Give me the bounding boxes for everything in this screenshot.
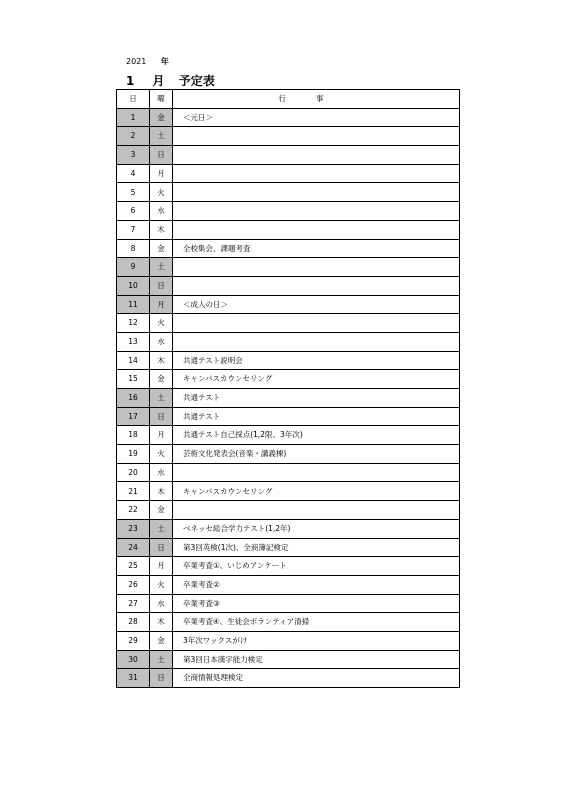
event-cell bbox=[173, 332, 460, 351]
event-cell: キャンパスカウンセリング bbox=[173, 370, 460, 389]
table-row bbox=[117, 258, 460, 277]
event-cell bbox=[173, 202, 460, 221]
table-row bbox=[117, 445, 460, 464]
table-row bbox=[117, 426, 460, 445]
event-cell: 卒業考査② bbox=[173, 575, 460, 594]
weekday-cell: 水 bbox=[150, 202, 173, 221]
event-cell bbox=[173, 463, 460, 482]
page-title bbox=[126, 72, 215, 89]
day-cell: 24 bbox=[117, 538, 150, 557]
table-row bbox=[117, 295, 460, 314]
table-row bbox=[117, 239, 460, 258]
weekday-cell: 土 bbox=[150, 389, 173, 408]
event-cell: 卒業考査③ bbox=[173, 594, 460, 613]
day-cell: 25 bbox=[117, 557, 150, 576]
day-cell: 9 bbox=[117, 258, 150, 277]
event-cell: キャンパスカウンセリング bbox=[173, 482, 460, 501]
day-cell: 10 bbox=[117, 276, 150, 295]
table-row bbox=[117, 482, 460, 501]
table-row bbox=[117, 669, 460, 688]
event-cell bbox=[173, 258, 460, 277]
events-header: 行事 bbox=[173, 90, 460, 109]
header-row bbox=[117, 90, 460, 109]
event-cell: 共通テスト自己採点(1,2限、3年次) bbox=[173, 426, 460, 445]
weekday-cell: 金 bbox=[150, 631, 173, 650]
year-label: 年 bbox=[160, 57, 169, 66]
event-cell: 卒業考査①、いじめアンケート bbox=[173, 557, 460, 576]
day-cell: 13 bbox=[117, 332, 150, 351]
day-cell: 4 bbox=[117, 164, 150, 183]
table-row bbox=[117, 276, 460, 295]
day-cell: 12 bbox=[117, 314, 150, 333]
table-row bbox=[117, 127, 460, 146]
event-cell: 第3回日本漢字能力検定 bbox=[173, 650, 460, 669]
day-cell: 21 bbox=[117, 482, 150, 501]
weekday-cell: 土 bbox=[150, 258, 173, 277]
weekday-cell: 日 bbox=[150, 276, 173, 295]
day-cell: 26 bbox=[117, 575, 150, 594]
weekday-cell: 月 bbox=[150, 557, 173, 576]
event-cell: 全校集会、課題考査 bbox=[173, 239, 460, 258]
weekday-cell: 水 bbox=[150, 463, 173, 482]
event-cell: ＜成人の日＞ bbox=[173, 295, 460, 314]
weekday-cell: 月 bbox=[150, 295, 173, 314]
day-cell: 11 bbox=[117, 295, 150, 314]
event-cell: 全商情報処理検定 bbox=[173, 669, 460, 688]
weekday-cell: 日 bbox=[150, 538, 173, 557]
event-cell: 共通テスト説明会 bbox=[173, 351, 460, 370]
day-cell: 22 bbox=[117, 501, 150, 520]
event-cell: ベネッセ総合学力テスト(1,2年) bbox=[173, 519, 460, 538]
table-row bbox=[117, 650, 460, 669]
event-cell bbox=[173, 314, 460, 333]
event-cell: 共通テスト bbox=[173, 407, 460, 426]
day-cell: 23 bbox=[117, 519, 150, 538]
weekday-cell: 土 bbox=[150, 650, 173, 669]
weekday-cell: 火 bbox=[150, 445, 173, 464]
day-cell: 2 bbox=[117, 127, 150, 146]
weekday-cell: 月 bbox=[150, 426, 173, 445]
day-cell: 3 bbox=[117, 146, 150, 165]
weekday-cell: 日 bbox=[150, 407, 173, 426]
table-row bbox=[117, 557, 460, 576]
event-cell bbox=[173, 146, 460, 165]
table-row bbox=[117, 613, 460, 632]
weekday-cell: 水 bbox=[150, 594, 173, 613]
day-cell: 17 bbox=[117, 407, 150, 426]
table-row bbox=[117, 519, 460, 538]
year-value: 2021 bbox=[126, 57, 147, 66]
event-cell: 卒業考査④、生徒会ボランティア清掃 bbox=[173, 613, 460, 632]
table-row bbox=[117, 164, 460, 183]
month-value: 1 bbox=[126, 74, 135, 88]
weekday-cell: 金 bbox=[150, 108, 173, 127]
weekday-cell: 火 bbox=[150, 314, 173, 333]
table-row bbox=[117, 594, 460, 613]
month-label: 月 bbox=[152, 74, 165, 88]
weekday-cell: 土 bbox=[150, 519, 173, 538]
day-cell: 8 bbox=[117, 239, 150, 258]
day-cell: 14 bbox=[117, 351, 150, 370]
table-row bbox=[117, 220, 460, 239]
day-cell: 6 bbox=[117, 202, 150, 221]
year-line bbox=[126, 56, 169, 67]
table-row bbox=[117, 501, 460, 520]
weekday-cell: 水 bbox=[150, 332, 173, 351]
table-row bbox=[117, 370, 460, 389]
weekday-cell: 金 bbox=[150, 370, 173, 389]
event-cell: 第3回英検(1次)、全商簿記検定 bbox=[173, 538, 460, 557]
table-row bbox=[117, 407, 460, 426]
title-text: 予定表 bbox=[178, 74, 215, 88]
day-cell: 29 bbox=[117, 631, 150, 650]
event-cell: ＜元日＞ bbox=[173, 108, 460, 127]
table-row bbox=[117, 351, 460, 370]
table-row bbox=[117, 183, 460, 202]
day-cell: 15 bbox=[117, 370, 150, 389]
event-cell: 芸術文化発表会(音楽・講義棟) bbox=[173, 445, 460, 464]
table-row bbox=[117, 332, 460, 351]
weekday-cell: 火 bbox=[150, 575, 173, 594]
event-cell bbox=[173, 276, 460, 295]
day-cell: 19 bbox=[117, 445, 150, 464]
day-cell: 7 bbox=[117, 220, 150, 239]
day-cell: 30 bbox=[117, 650, 150, 669]
table-row bbox=[117, 146, 460, 165]
table-row bbox=[117, 463, 460, 482]
event-cell bbox=[173, 183, 460, 202]
weekday-cell: 土 bbox=[150, 127, 173, 146]
event-cell bbox=[173, 501, 460, 520]
weekday-cell: 木 bbox=[150, 482, 173, 501]
day-header: 日 bbox=[117, 90, 150, 109]
weekday-cell: 木 bbox=[150, 220, 173, 239]
table-row bbox=[117, 631, 460, 650]
day-cell: 20 bbox=[117, 463, 150, 482]
table-row bbox=[117, 108, 460, 127]
event-cell: 共通テスト bbox=[173, 389, 460, 408]
day-cell: 28 bbox=[117, 613, 150, 632]
table-row bbox=[117, 389, 460, 408]
table-row bbox=[117, 575, 460, 594]
table-row bbox=[117, 314, 460, 333]
day-cell: 31 bbox=[117, 669, 150, 688]
schedule-table bbox=[116, 89, 460, 688]
weekday-cell: 木 bbox=[150, 613, 173, 632]
event-cell: 3年次ワックスがけ bbox=[173, 631, 460, 650]
weekday-header: 曜 bbox=[150, 90, 173, 109]
event-cell bbox=[173, 164, 460, 183]
weekday-cell: 金 bbox=[150, 501, 173, 520]
event-cell bbox=[173, 127, 460, 146]
weekday-cell: 金 bbox=[150, 239, 173, 258]
table-row bbox=[117, 202, 460, 221]
day-cell: 16 bbox=[117, 389, 150, 408]
day-cell: 5 bbox=[117, 183, 150, 202]
weekday-cell: 火 bbox=[150, 183, 173, 202]
event-cell bbox=[173, 220, 460, 239]
weekday-cell: 日 bbox=[150, 669, 173, 688]
weekday-cell: 日 bbox=[150, 146, 173, 165]
day-cell: 27 bbox=[117, 594, 150, 613]
weekday-cell: 木 bbox=[150, 351, 173, 370]
day-cell: 18 bbox=[117, 426, 150, 445]
table-row bbox=[117, 538, 460, 557]
day-cell: 1 bbox=[117, 108, 150, 127]
weekday-cell: 月 bbox=[150, 164, 173, 183]
schedule-body bbox=[117, 108, 460, 687]
